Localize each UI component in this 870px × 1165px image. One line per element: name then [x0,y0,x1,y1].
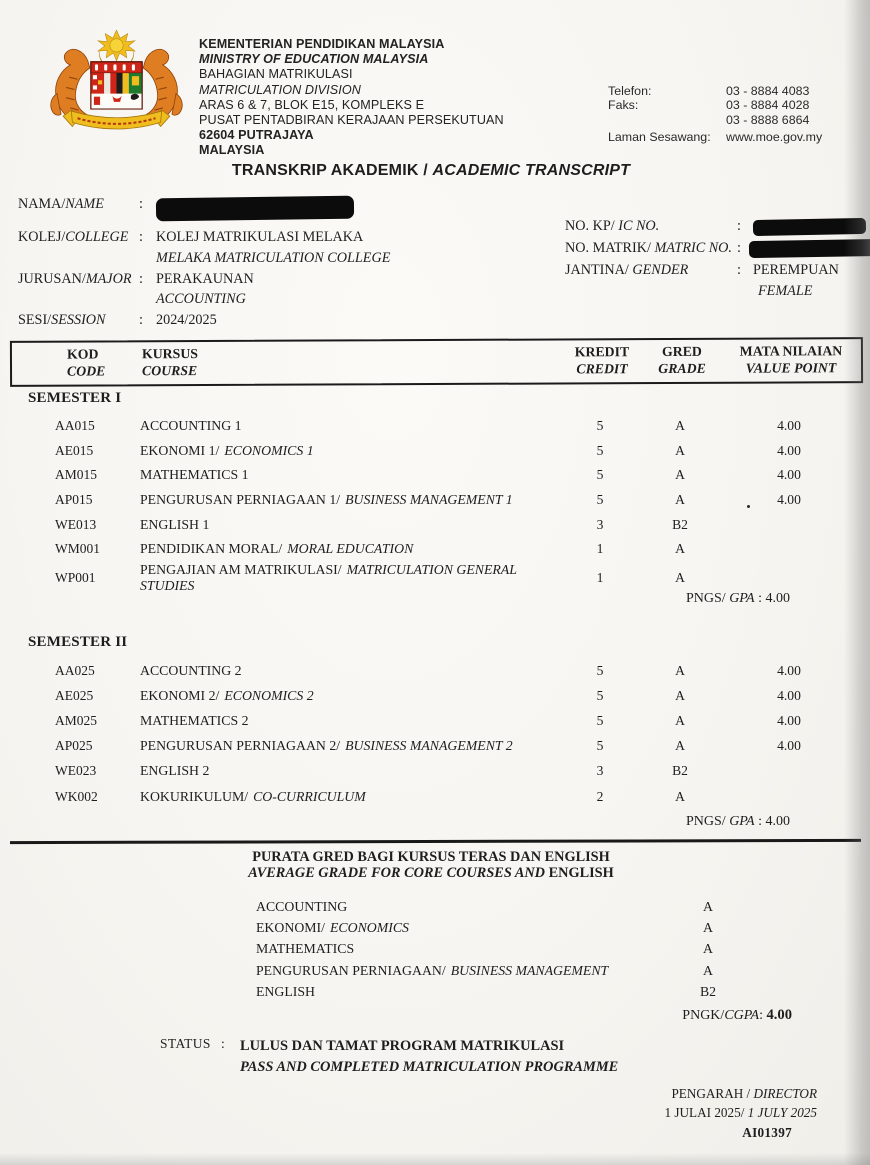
cgpa-line [0,1007,870,1024]
document-title-ms: TRANSKRIP AKADEMIK / [231,162,433,179]
course-value-point: 4.00 [777,418,801,434]
course-value-point: 4.00 [777,712,801,728]
contact-value: 03 - 8884 4083 [726,84,810,98]
course-title-ms: ACCOUNTING 2 [140,662,242,678]
course-value-point: 4.00 [777,738,801,754]
course-code: WE023 [55,763,97,779]
status-value-en: PASS AND COMPLETED MATRICULATION PROGRAMME [240,1058,619,1075]
college-row-en [18,248,390,269]
ministry-address-line: PUSAT PENTADBIRAN KERAJAAN PERSEKUTUAN [199,113,504,128]
average-grade: A [703,962,713,978]
session-label-en: SESSION [51,312,106,329]
course-value-point: 4.00 [777,442,801,458]
course-title [100,789,555,805]
average-heading-en [0,865,862,881]
ministry-address-line: KEMENTERIAN PENDIDIKAN MALAYSIA [199,37,445,51]
course-title [100,517,555,533]
ministry-address-line: ARAS 6 & 7, BLOK E15, KOMPLEKS E [199,97,425,112]
ic-label [565,216,737,238]
course-row [10,537,863,562]
average-subject-en: ECONOMICS [329,920,409,936]
course-code: AM015 [55,467,98,483]
header-grade [647,344,717,377]
course-credit: 3 [596,763,604,779]
course-credit: 5 [596,738,604,754]
average-subject [256,984,678,1000]
college-label [18,227,139,248]
serial-number: AI01397 [742,1124,792,1140]
average-heading [0,849,862,881]
ic-row [565,216,870,238]
ministry-address-line: MATRICULATION DIVISION [199,82,361,97]
course-title [100,541,555,557]
course-code: AP025 [55,738,93,754]
average-row [0,939,870,960]
colon: : [737,218,741,234]
course-title-ms: PENDIDIKAN MORAL/ [140,541,283,557]
average-grades-section [0,849,870,1024]
contact-row [608,113,858,127]
average-grade: A [703,920,713,936]
course-title-ms: KOKURIKULUM/ [140,788,249,804]
contact-row [608,84,858,98]
gender-row [565,260,870,282]
colon: : [139,229,143,245]
colon: : [139,312,143,329]
course-code: WM001 [55,541,100,557]
student-info-right [565,216,870,303]
name-row [18,194,390,227]
status-label: STATUS [160,1036,211,1051]
average-heading-en-upright: ENGLISH [545,865,614,881]
major-row-en [18,289,390,310]
course-title-ms: ENGLISH 1 [140,516,210,532]
major-row [18,269,390,290]
header-credit-ms: KREDIT [574,344,630,360]
status-value-ms: LULUS DAN TAMAT PROGRAM MATRIKULASI [240,1038,565,1054]
course-title-en: MATRICULATION GENERAL STUDIES [140,561,517,593]
course-credit: 5 [596,687,604,703]
semester-section [10,634,863,830]
course-credit: 5 [596,492,604,508]
gender-value: PEREMPUAN [753,261,839,278]
course-title-ms: PENGURUSAN PERNIAGAAN 1/ [140,492,341,508]
course-title-en: BUSINESS MANAGEMENT 1 [345,492,513,508]
course-grade: A [675,788,685,804]
cgpa-separator: : [759,1007,767,1023]
average-subject-en: BUSINESS MANAGEMENT [450,962,609,978]
name-label-en: NAME [65,196,104,212]
course-credit: 5 [596,442,604,458]
course-code: WE013 [55,516,97,532]
college-label-ms: KOLEJ/ [18,229,66,245]
average-heading-ms: PURATA GRED BAGI KURSUS TERAS DAN ENGLISH [252,849,610,865]
ministry-address-line: BAHAGIAN MATRIKULASI [199,67,353,82]
course-grade: A [675,418,685,434]
course-title-en: CO-CURRICULUM [253,788,366,804]
cgpa-label-en: CGPA [724,1007,760,1023]
cgpa-value: 4.00 [766,1006,792,1023]
course-grade: B2 [672,516,688,532]
course-code: WP001 [55,569,96,585]
major-label-ms: JURUSAN/ [18,270,86,287]
redaction-bar-ic [753,218,866,236]
course-row [10,463,863,488]
course-title-en: ECONOMICS 1 [224,442,314,458]
student-info-left [18,194,390,331]
course-code: AA025 [55,662,95,678]
matric-label [565,238,737,260]
footer-block [665,1084,818,1142]
matric-row [565,238,870,260]
redaction-bar-name [156,196,354,222]
course-code: AA015 [55,418,95,434]
average-rows [0,896,870,1003]
ministry-address-line: MALAYSIA [199,143,265,158]
major-value: PERAKAUNAN [156,270,254,287]
header-point [717,344,865,378]
ministry-address-line: 62604 PUTRAJAYA [199,128,314,143]
contact-row [608,98,858,112]
document-title-en: ACADEMIC TRANSCRIPT [432,162,631,179]
major-value-en: ACCOUNTING [156,291,246,308]
college-row [18,227,390,248]
ic-label-en: IC NO. [618,218,660,234]
header-course-en: COURSE [142,363,198,379]
course-row [10,512,863,537]
course-grade: A [675,569,685,585]
course-title-ms: EKONOMI 1/ [140,442,220,458]
gender-row-en [565,281,870,303]
redaction-bar-matric [749,239,870,258]
average-subject [256,941,678,957]
session-label [18,310,139,331]
session-label-ms: SESI/ [18,312,52,329]
course-title-ms: ACCOUNTING 1 [140,418,242,434]
average-subject-ms: ENGLISH [256,984,316,1000]
course-title [100,663,555,679]
semester-gpa [10,814,863,830]
name-label-ms: NAMA/ [18,196,66,212]
average-subject-ms: PENGURUSAN PERNIAGAAN/ [256,962,446,978]
header-credit-en: CREDIT [576,361,628,377]
course-title [100,688,555,704]
average-subject-ms: MATHEMATICS [256,941,355,957]
course-value-point: 4.00 [777,662,801,678]
session-value: 2024/2025 [156,312,217,329]
contact-block [608,84,858,145]
course-title-ms: MATHEMATICS 2 [140,712,249,728]
colon: : [737,239,741,256]
status-block [160,1036,618,1077]
average-subject-ms: EKONOMI/ [256,920,325,936]
director-ms: PENGARAH / [671,1086,754,1101]
course-title-en: MORAL EDUCATION [287,541,414,557]
gpa-value: 4.00 [765,814,790,830]
course-grade: A [675,687,685,703]
course-value-point: 4.00 [777,492,801,508]
gender-label-ms: JANTINA/ [565,261,629,278]
course-rows [10,414,863,593]
course-grade: A [675,662,685,678]
colon: : [737,261,741,278]
course-grade: A [675,738,685,754]
college-label-en: COLLEGE [65,229,129,245]
gpa-label-en: GPA [729,591,755,607]
document-title [0,162,862,180]
scan-edge-shadow-bottom [0,1153,870,1165]
header-grade-ms: GRED [661,344,702,360]
course-table-header [10,337,863,387]
gender-label [565,260,737,282]
cgpa-label-ms: PNGK/ [682,1007,725,1023]
course-title-ms: EKONOMI 2/ [140,687,220,703]
course-title [100,738,555,754]
course-value-point: 4.00 [777,467,801,483]
course-title [100,443,555,459]
contact-label: Laman Sesawang: [608,130,711,145]
contact-label: Faks: [608,98,639,113]
course-grade: A [675,712,685,728]
course-row [10,708,863,733]
course-title-ms: MATHEMATICS 1 [140,467,249,483]
average-row [0,960,870,981]
colon: : [139,196,143,212]
course-rows [10,658,863,809]
course-row [10,439,863,464]
ministry-address-line: MINISTRY OF EDUCATION MALAYSIA [199,52,429,67]
course-credit: 2 [596,788,604,804]
course-code: AE015 [55,442,94,458]
semester-heading: SEMESTER II [28,634,128,650]
course-title [100,763,555,779]
contact-label: Telefon: [608,84,652,98]
course-title-en: BUSINESS MANAGEMENT 2 [345,738,513,754]
average-row [0,917,870,938]
average-grade: B2 [699,984,717,1000]
header-point-en: VALUE POINT [745,360,837,376]
course-credit: 5 [596,418,604,434]
contact-row [608,130,858,144]
course-grade: A [675,541,685,557]
course-code: WK002 [55,788,98,804]
date-ms: 1 JULAI 2025/ [664,1105,748,1121]
gpa-separator: : [754,591,766,607]
course-credit: 5 [596,467,604,483]
matric-label-ms: NO. MATRIK/ [565,239,651,256]
average-grade: A [703,941,713,957]
malaysia-coat-of-arms-icon [44,30,189,148]
course-row [10,561,863,593]
contact-value: 03 - 8884 4028 [726,98,810,113]
colon: : [139,270,143,287]
college-value-en: MELAKA MATRICULATION COLLEGE [156,249,391,266]
course-title-ms: PENGURUSAN PERNIAGAAN 2/ [140,738,341,754]
ministry-address-block [199,30,504,159]
average-grade: A [703,898,713,914]
course-row [10,759,863,784]
average-row [0,896,870,917]
director-en: DIRECTOR [753,1086,817,1101]
scan-artifact-dot [747,505,750,508]
course-row [10,683,863,708]
name-label [18,194,139,215]
contact-value: 03 - 8888 6864 [726,112,810,127]
course-grade: A [675,442,685,458]
semester-section [10,390,863,607]
ic-label-ms: NO. KP/ [565,218,615,234]
course-title [100,467,555,483]
header-grade-en: GRADE [658,360,706,377]
course-title [100,713,555,729]
date-en: 1 JULY 2025 [747,1105,817,1121]
header-code-en: CODE [67,363,106,379]
major-label [18,269,139,290]
average-subject [256,920,678,936]
header-credit [557,344,647,378]
gpa-label-ms: PNGS/ [686,591,730,607]
course-credit: 1 [596,569,604,585]
header-course [102,345,557,380]
status-value [240,1036,618,1077]
course-row [10,488,863,513]
gender-label-en: GENDER [632,261,689,278]
course-title-ms: PENGAJIAN AM MATRIKULASI/ [140,561,342,577]
header-course-ms: KURSUS [141,346,198,362]
course-row [10,414,863,439]
course-code: AM025 [55,712,98,728]
course-code: AP015 [55,492,93,508]
semester-heading: SEMESTER I [28,390,122,406]
course-credit: 5 [596,662,604,678]
section-divider-line [10,839,861,844]
letterhead [44,30,504,159]
course-title [100,562,555,594]
director-line [665,1084,818,1103]
gpa-label-en: GPA [729,814,755,830]
college-value: KOLEJ MATRIKULASI MELAKA [156,229,364,245]
course-title-en: ECONOMICS 2 [224,687,314,703]
course-credit: 5 [596,712,604,728]
gpa-label-ms: PNGS/ [686,814,730,830]
course-title-ms: ENGLISH 2 [140,763,210,779]
contact-value: www.moe.gov.my [726,130,823,145]
course-credit: 3 [596,516,604,532]
gpa-separator: : [754,814,766,830]
course-row [10,658,863,683]
course-title [100,492,555,508]
header-code-ms: KOD [66,346,99,363]
average-subject [256,899,678,915]
course-code: AE025 [55,687,94,703]
course-grade: B2 [672,763,688,779]
contact-label [608,113,726,127]
course-title [100,418,555,434]
session-row [18,310,390,331]
major-label-en: MAJOR [85,270,132,287]
course-value-point: 4.00 [777,687,801,703]
header-point-ms: MATA NILAIAN [739,343,843,360]
header-code [12,346,106,381]
course-grade: A [675,467,685,483]
average-subject-ms: ACCOUNTING [256,898,348,914]
date-line [665,1103,818,1122]
average-heading-en-italic: AVERAGE GRADE FOR CORE COURSES AND [248,865,546,881]
course-row [10,784,863,809]
course-credit: 1 [596,541,604,557]
average-row [0,982,870,1003]
colon: : [221,1036,225,1051]
course-row [10,734,863,759]
gender-value-en: FEMALE [758,283,813,300]
average-subject [256,963,678,979]
matric-label-en: MATRIC NO. [654,239,732,256]
course-grade: A [675,492,685,508]
gpa-value: 4.00 [765,591,790,607]
